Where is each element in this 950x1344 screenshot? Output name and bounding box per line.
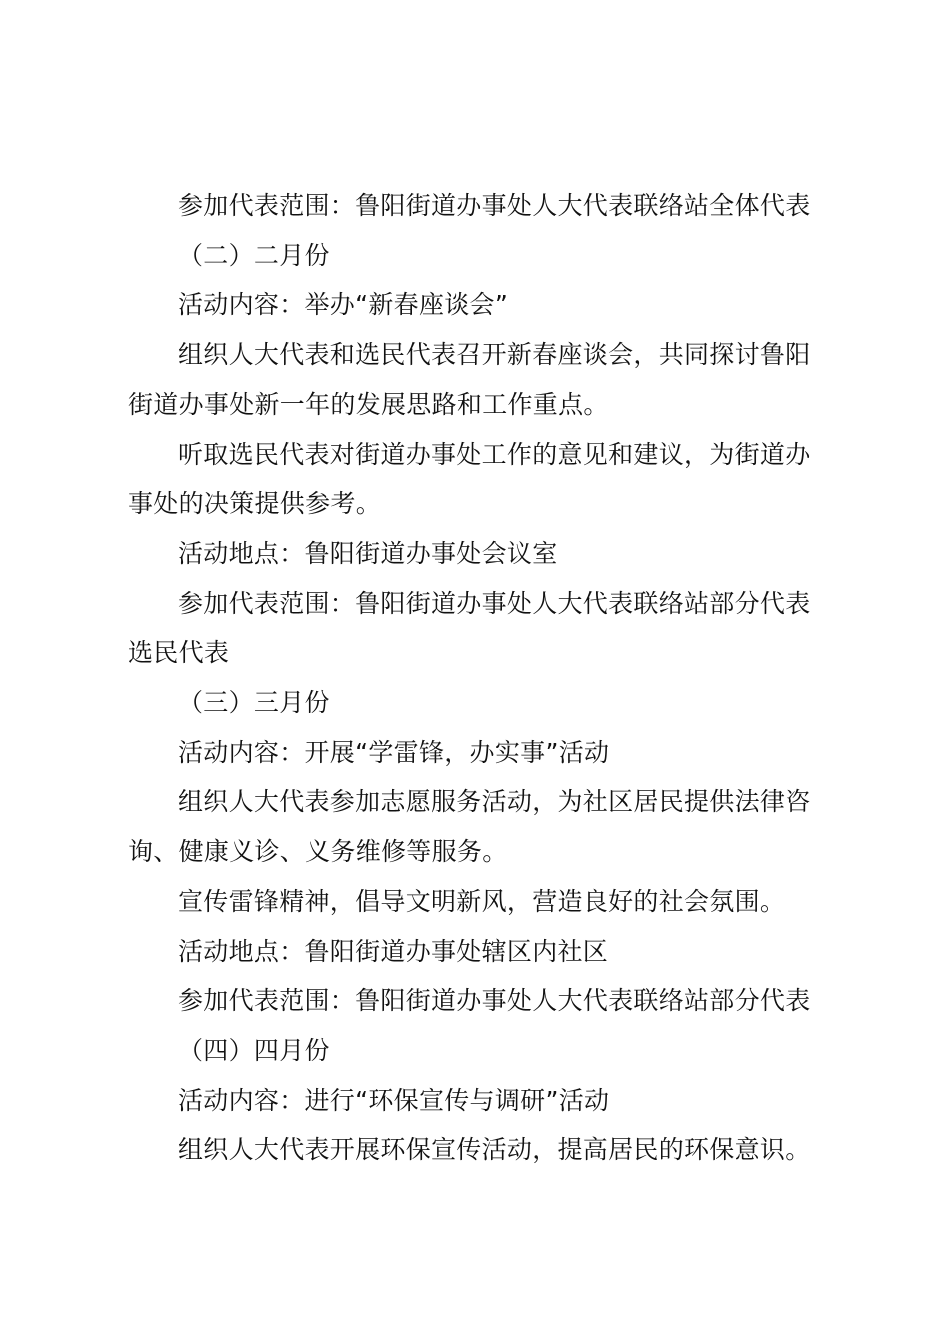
- text-line: 选民代表: [128, 638, 230, 668]
- text-line: （三）三月份: [178, 688, 330, 718]
- text-line: （四）四月份: [178, 1035, 330, 1065]
- text-line: 询、健康义诊、义务维修等服务。: [128, 837, 508, 867]
- section-heading-april: [128, 1026, 832, 1076]
- paragraph-activity-content-march: [128, 728, 832, 778]
- paragraph-activity-content-april: [128, 1076, 832, 1126]
- text-line: 活动地点：鲁阳街道办事处辖区内社区: [178, 936, 609, 966]
- text-line: 参加代表范围：鲁阳街道办事处人大代表联络站全体代表: [178, 191, 811, 220]
- text-line: （二）二月份: [178, 240, 330, 270]
- paragraph-representatives-scope-march: [128, 976, 832, 1026]
- text-line: 事处的决策提供参考。: [128, 489, 382, 519]
- section-heading-february: [128, 231, 832, 281]
- paragraph-activity-location-february: [128, 529, 832, 579]
- text-line: 活动内容：举办“新春座谈会”: [178, 290, 509, 320]
- paragraph-environmental-awareness: [128, 1125, 832, 1175]
- text-line: 宣传雷锋精神，倡导文明新风，营造良好的社会氛围。: [178, 886, 786, 916]
- document-body: [128, 181, 832, 1175]
- paragraph-activity-content-february: [128, 280, 832, 330]
- paragraph-activity-location-march: [128, 927, 832, 977]
- paragraph-representatives-scope-february: [128, 579, 832, 678]
- text-line: 听取选民代表对街道办事处工作的意见和建议，为街道办: [178, 439, 811, 469]
- paragraph-promote-spirit: [128, 877, 832, 927]
- text-line: 活动地点：鲁阳街道办事处会议室: [178, 538, 558, 568]
- text-line: 组织人大代表开展环保宣传活动，提高居民的环保意识。: [178, 1135, 811, 1165]
- paragraph-representatives-scope-all: [128, 181, 832, 231]
- text-line: 组织人大代表和选民代表召开新春座谈会，共同探讨鲁阳: [178, 340, 811, 370]
- text-line: 街道办事处新一年的发展思路和工作重点。: [128, 389, 609, 419]
- section-heading-march: [128, 678, 832, 728]
- paragraph-forum-description: [128, 330, 832, 429]
- paragraph-volunteer-service: [128, 777, 832, 876]
- text-line: 活动内容：开展“学雷锋，办实事”活动: [178, 737, 610, 767]
- text-line: 参加代表范围：鲁阳街道办事处人大代表联络站部分代表: [178, 986, 811, 1016]
- paragraph-listen-opinions: [128, 430, 832, 529]
- text-line: 参加代表范围：鲁阳街道办事处人大代表联络站部分代表: [178, 588, 811, 618]
- text-line: 组织人大代表参加志愿服务活动，为社区居民提供法律咨: [178, 787, 811, 817]
- text-line: 活动内容：进行“环保宣传与调研”活动: [178, 1085, 610, 1115]
